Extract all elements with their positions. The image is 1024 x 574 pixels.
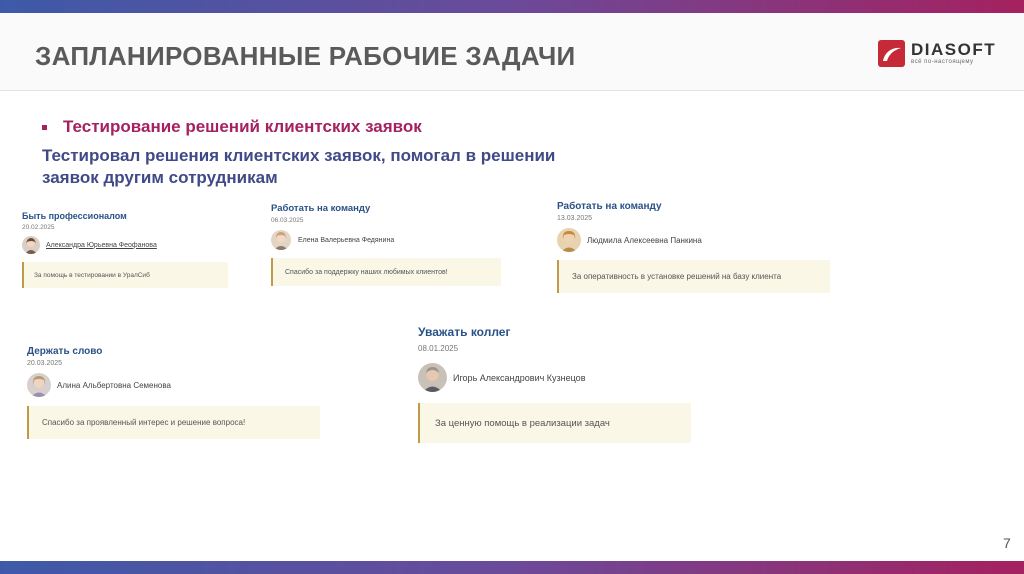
task-description: Тестировал решения клиентских заявок, помогал в решении заявок другим сотрудникам — [42, 146, 556, 187]
top-gradient-bar — [0, 0, 1024, 13]
card-date: 06.03.2025 — [271, 217, 304, 224]
bullet-item — [42, 117, 422, 137]
person-row — [22, 236, 232, 254]
card-message: За оперативность в установке решений на базу клиента — [557, 260, 830, 293]
person-name[interactable]: Игорь Александрович Кузнецов — [453, 372, 586, 383]
page-title: ЗАПЛАНИРОВАННЫЕ РАБОЧИЕ ЗАДАЧИ — [35, 41, 576, 71]
card-date: 13.03.2025 — [557, 215, 593, 222]
avatar — [271, 230, 291, 250]
card-message: Спасибо за поддержку наших любимых клиентов! — [271, 258, 501, 286]
card-message: За ценную помощь в реализации задач — [418, 403, 691, 443]
slide-header — [0, 13, 1024, 91]
page-number: 7 — [1003, 535, 1011, 551]
bullet-square-icon — [42, 125, 47, 130]
thanks-card — [557, 201, 832, 293]
avatar — [27, 373, 51, 397]
card-title: Держать слово — [27, 346, 103, 357]
person-name[interactable]: Людмила Алексеевна Панкина — [587, 235, 702, 245]
thanks-card — [271, 203, 503, 286]
person-row — [557, 228, 832, 252]
bottom-gradient-bar — [0, 561, 1024, 574]
card-message: Спасибо за проявленный интерес и решение вопроса! — [27, 406, 320, 439]
person-row — [27, 373, 322, 397]
logo-tagline: всё по-настоящему — [911, 59, 974, 65]
diasoft-logo — [878, 37, 996, 69]
logo-name: DIASOFT — [911, 40, 997, 59]
card-date: 08.01.2025 — [418, 344, 459, 353]
person-row — [271, 230, 503, 250]
logo-mark-icon — [878, 40, 905, 67]
avatar — [22, 236, 40, 254]
bullet-text: Тестирование решений клиентских заявок — [63, 117, 422, 136]
avatar — [557, 228, 581, 252]
card-title: Работать на команду — [271, 203, 371, 214]
card-title: Быть профессионалом — [22, 211, 127, 221]
person-name[interactable]: Елена Валерьевна Федянина — [298, 236, 395, 244]
card-date: 20.03.2025 — [27, 360, 63, 367]
card-message: За помощь в тестировании в УралСиб — [22, 262, 228, 288]
card-title: Работать на команду — [557, 201, 662, 212]
thanks-card — [418, 325, 693, 443]
person-row — [418, 363, 693, 392]
card-title: Уважать коллег — [418, 325, 511, 339]
card-date: 20.02.2025 — [22, 224, 55, 231]
avatar — [418, 363, 447, 392]
thanks-card — [27, 346, 322, 439]
person-name[interactable]: Алина Альбертовна Семенова — [57, 380, 171, 390]
thanks-card — [22, 211, 232, 288]
person-name[interactable]: Александра Юрьевна Феофанова — [46, 241, 157, 249]
